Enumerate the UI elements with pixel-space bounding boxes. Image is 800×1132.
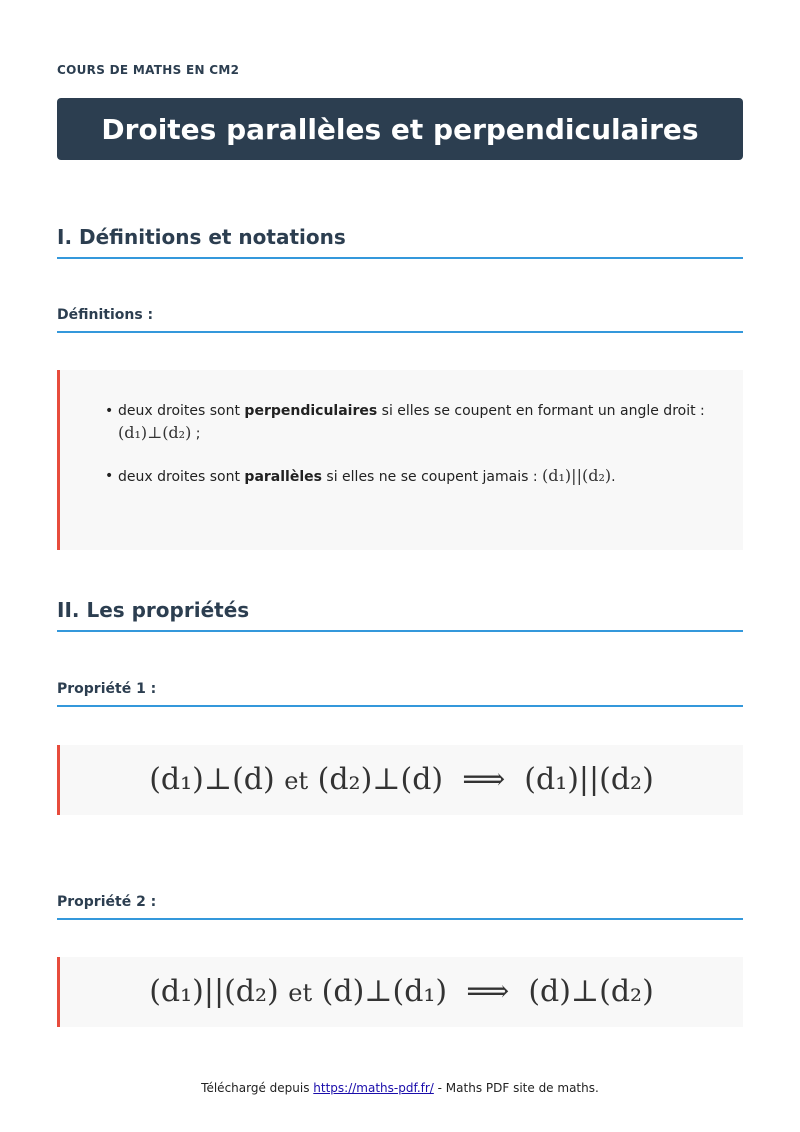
footer-suffix: - Maths PDF site de maths. — [433, 1081, 599, 1095]
definition-text: si elles ne se coupent jamais : — [321, 469, 543, 485]
definition-text: si elles se coupent en formant un angle droit : — [377, 403, 705, 419]
subtitle-property-1: Propriété 1 : — [57, 681, 743, 707]
definition-item-perpendicular — [118, 400, 743, 445]
formula-part: (d₂)⊥(d) — [317, 762, 444, 797]
property-1-formula — [60, 745, 743, 816]
footer — [0, 1081, 800, 1095]
formula-conjunction: et — [288, 979, 313, 1007]
formula-part: (d)⊥(d₁) — [321, 974, 448, 1009]
formula-part: (d₁)⊥(d) — [149, 762, 275, 797]
formula-perpendicular: (d₁)⊥(d₂) — [118, 423, 192, 442]
definition-text: deux droites sont — [118, 469, 245, 485]
definition-term: parallèles — [244, 469, 322, 485]
subtitle-property-2: Propriété 2 : — [57, 894, 743, 920]
property-2-box — [57, 957, 743, 1027]
footer-prefix: Téléchargé depuis — [201, 1081, 314, 1095]
page-title: Droites parallèles et perpendiculaires — [101, 112, 699, 146]
definitions-list — [60, 370, 743, 488]
title-banner — [57, 98, 743, 160]
section-title-definitions: I. Définitions et notations — [57, 225, 743, 259]
formula-part: (d₁)||(d₂) — [524, 762, 654, 797]
formula-parallel: (d₁)||(d₂) — [542, 466, 612, 485]
formula-part: (d₁)||(d₂) — [149, 974, 279, 1009]
definition-end: . — [611, 469, 616, 485]
footer-link[interactable]: https://maths-pdf.fr/ — [313, 1081, 434, 1095]
section-title-properties: II. Les propriétés — [57, 598, 743, 632]
definition-term: perpendiculaires — [244, 403, 378, 419]
definition-item-parallel — [118, 465, 743, 488]
implies-symbol: ⟹ — [462, 762, 506, 797]
course-label: COURS DE MATHS EN CM2 — [57, 63, 240, 77]
formula-part: (d)⊥(d₂) — [528, 974, 654, 1009]
definitions-box — [57, 370, 743, 550]
subtitle-definitions: Définitions : — [57, 307, 743, 333]
definition-end: ; — [191, 426, 201, 442]
formula-conjunction: et — [284, 767, 309, 795]
definition-text: deux droites sont — [118, 403, 245, 419]
property-2-formula — [60, 957, 743, 1028]
property-1-box — [57, 745, 743, 815]
implies-symbol: ⟹ — [466, 974, 510, 1009]
